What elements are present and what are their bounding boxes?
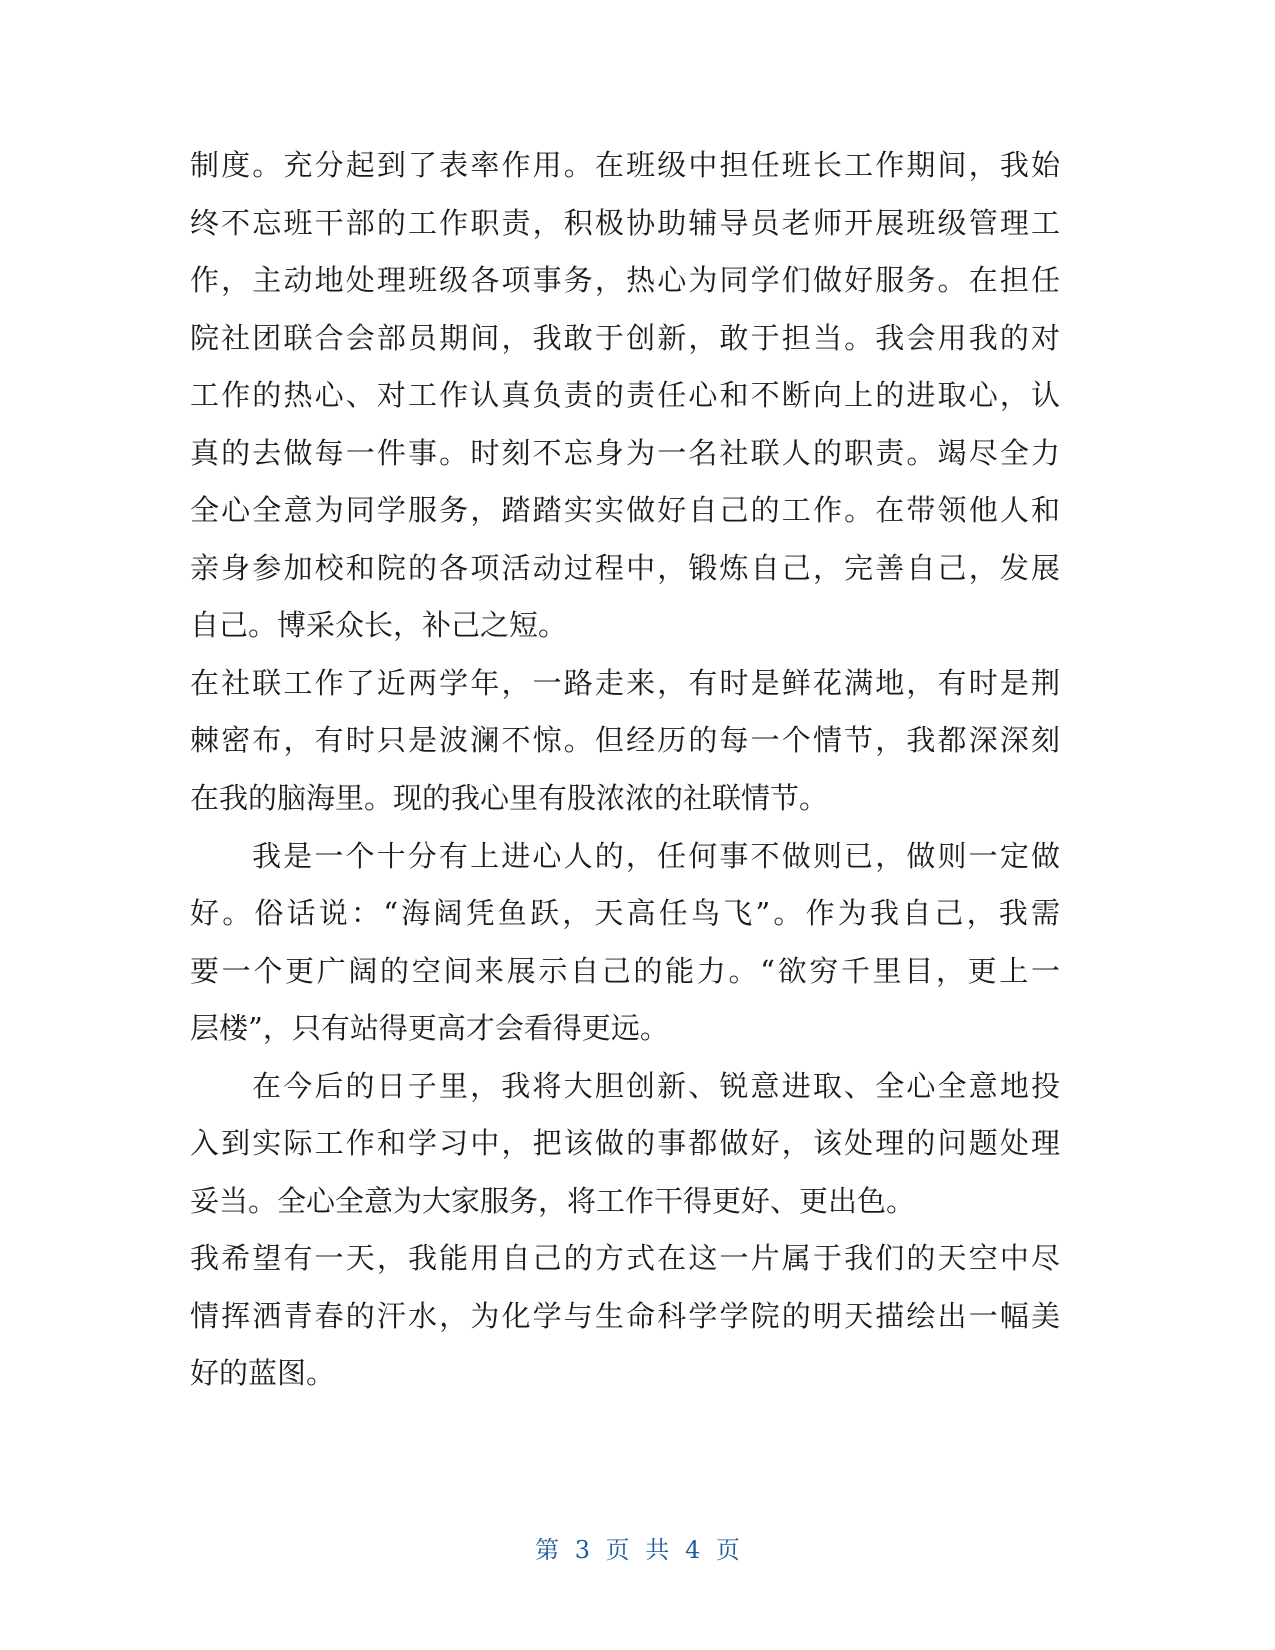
- text-line: 终不忘班干部的工作职责，积极协助辅导员老师开展班级管理工: [190, 206, 1060, 240]
- text-line: 在社联工作了近两学年，一路走来，有时是鲜花满地，有时是荆: [190, 666, 1060, 700]
- text-line: 情挥洒青春的汗水，为化学与生命科学学院的明天描绘出一幅美: [190, 1299, 1060, 1333]
- text-line: 妥当。全心全意为大家服务，将工作干得更好、更出色。: [190, 1184, 916, 1218]
- text-line: 真的去做每一件事。时刻不忘身为一名社联人的职责。竭尽全力: [190, 436, 1060, 470]
- text-line: 在我的脑海里。现的我心里有股浓浓的社联情节。: [190, 781, 829, 815]
- text-line: 我希望有一天，我能用自己的方式在这一片属于我们的天空中尽: [190, 1241, 1060, 1275]
- text-line: 全心全意为同学服务，踏踏实实做好自己的工作。在带领他人和: [190, 493, 1060, 527]
- text-line: 自己。博采众长，补己之短。: [190, 608, 568, 642]
- text-line: 亲身参加校和院的各项活动过程中，锻炼自己，完善自己，发展: [190, 551, 1060, 585]
- text-line: 层楼”，只有站得更高才会看得更远。: [190, 1011, 669, 1045]
- text-line: 院社团联合会部员期间，我敢于创新，敢于担当。我会用我的对: [190, 321, 1060, 355]
- text-line: 要一个更广阔的空间来展示自己的能力。“欲穷千里目，更上一: [190, 954, 1060, 988]
- text-line: 作，主动地处理班级各项事务，热心为同学们做好服务。在担任: [190, 263, 1060, 297]
- text-line: 好。俗话说：“海阔凭鱼跃，天高任鸟飞”。作为我自己，我需: [190, 896, 1060, 930]
- text-line: 入到实际工作和学习中，把该做的事都做好，该处理的问题处理: [190, 1126, 1060, 1160]
- text-line: 棘密布，有时只是波澜不惊。但经历的每一个情节，我都深深刻: [190, 723, 1060, 757]
- text-line: 工作的热心、对工作认真负责的责任心和不断向上的进取心，认: [190, 378, 1060, 412]
- text-line: 在今后的日子里，我将大胆创新、锐意进取、全心全意地投: [252, 1069, 1060, 1103]
- text-line: 制度。充分起到了表率作用。在班级中担任班长工作期间，我始: [190, 148, 1060, 182]
- text-line: 好的蓝图。: [190, 1356, 336, 1390]
- page-number-footer: 第 3 页 共 4 页: [535, 1536, 740, 1564]
- text-line: 我是一个十分有上进心人的，任何事不做则已，做则一定做: [252, 839, 1060, 873]
